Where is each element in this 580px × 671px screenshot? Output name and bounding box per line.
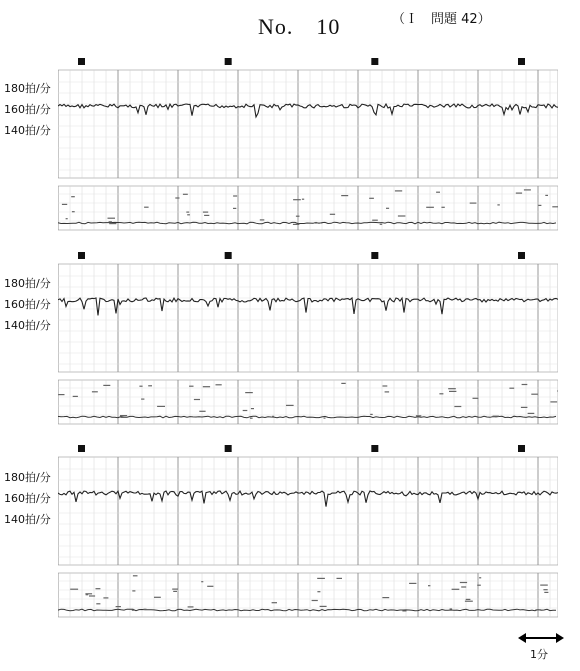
time-scale-label: 1分 <box>530 648 548 661</box>
fhr-trace <box>58 491 558 507</box>
ctg-trace-strip-3 <box>58 445 558 633</box>
event-marker <box>371 445 378 452</box>
y-label-160: 160拍/分 <box>4 103 51 116</box>
ctg-grid <box>58 457 558 617</box>
uc-trace <box>58 222 556 224</box>
event-marker <box>518 445 525 452</box>
document-number: No. 10 <box>258 14 341 39</box>
y-label-140: 140拍/分 <box>4 319 51 332</box>
y-label-180: 180拍/分 <box>4 277 51 290</box>
ctg-trace-strip-1 <box>58 58 558 246</box>
fhr-trace <box>58 298 558 315</box>
event-marker <box>78 252 85 259</box>
event-marker <box>371 252 378 259</box>
event-marker <box>78 58 85 65</box>
ctg-grid <box>58 70 558 230</box>
event-marker <box>371 58 378 65</box>
uc-trace <box>58 416 556 418</box>
problem-reference: （Ｉ 問題 42） <box>392 12 491 27</box>
event-marker <box>225 58 232 65</box>
y-label-140: 140拍/分 <box>4 124 51 137</box>
y-label-180: 180拍/分 <box>4 471 51 484</box>
ctg-trace-strip-2 <box>58 252 558 440</box>
ctg-event-markers <box>78 252 525 259</box>
event-marker <box>518 58 525 65</box>
y-label-180: 180拍/分 <box>4 82 51 95</box>
y-label-160: 160拍/分 <box>4 492 51 505</box>
ctg-strip-2 <box>58 252 558 440</box>
event-marker <box>78 445 85 452</box>
ctg-event-markers <box>78 58 525 65</box>
event-marker <box>225 252 232 259</box>
y-label-140: 140拍/分 <box>4 513 51 526</box>
ctg-strip-3 <box>58 445 558 633</box>
ctg-strip-1 <box>58 58 558 246</box>
ctg-event-markers <box>78 445 525 452</box>
event-marker <box>225 445 232 452</box>
event-marker <box>518 252 525 259</box>
ctg-grid <box>58 264 558 424</box>
y-label-160: 160拍/分 <box>4 298 51 311</box>
